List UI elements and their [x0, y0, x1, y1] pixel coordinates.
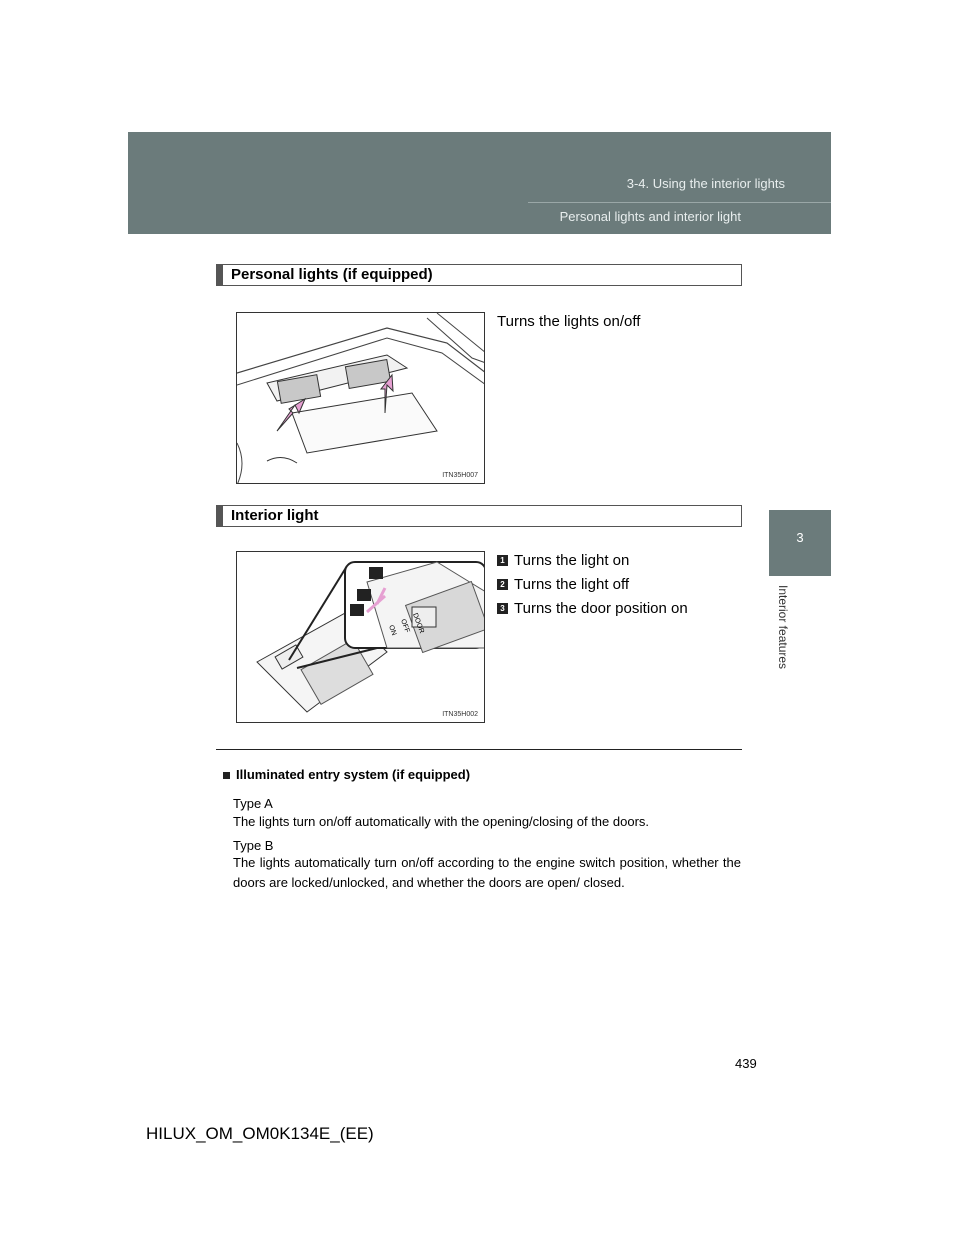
type-b-text: The lights automatically turn on/off according to the engine switch position, whether the doors are locked/unlocked, and whether the doors are open/ closed.: [233, 855, 741, 890]
personal-lights-title: Personal lights (if equipped): [231, 266, 433, 283]
note-title: [223, 767, 470, 782]
interior-light-title: Interior light: [231, 507, 319, 524]
type-a-label: Type A: [233, 796, 273, 811]
legend-text: Turns the door position on: [514, 600, 688, 617]
switch-label-off: OFF: [399, 618, 411, 634]
personal-lights-heading: [216, 264, 742, 286]
type-b-label: Type B: [233, 838, 274, 853]
bullet-square-icon: [223, 772, 230, 779]
chapter-label-text: Interior features: [776, 585, 790, 670]
page-number: 439: [735, 1056, 757, 1071]
interior-light-figure: [236, 551, 485, 723]
legend-number: 3: [497, 603, 508, 614]
document-code: HILUX_OM_OM0K134E_(EE): [146, 1124, 374, 1143]
switch-label-door: DOOR: [411, 612, 425, 635]
legend-text: Turns the light off: [514, 576, 630, 593]
legend-item-2: [497, 576, 629, 593]
legend-number: 2: [497, 579, 508, 590]
switch-label-on: ON: [387, 624, 398, 637]
chapter-number: 3: [796, 530, 804, 545]
chapter-tab: [769, 510, 831, 576]
section-title: 3-4. Using the interior lights: [626, 176, 785, 191]
subsection-title: Personal lights and interior light: [559, 209, 741, 224]
type-a-text: The lights turn on/off automatically with the opening/closing of the doors.: [233, 814, 650, 829]
header-divider: [528, 202, 831, 203]
section-divider: [216, 749, 742, 750]
interior-light-illustration: [237, 552, 485, 723]
figure-code: ITN35H007: [442, 472, 478, 479]
legend-item-3: [497, 600, 688, 617]
personal-lights-illustration: [237, 313, 485, 484]
heading-accent: [217, 506, 223, 526]
legend-text: Turns the light on: [514, 552, 630, 569]
interior-light-heading: [216, 505, 742, 527]
heading-accent: [217, 265, 223, 285]
legend-item-1: [497, 552, 629, 569]
note-title-text: Illuminated entry system (if equipped): [236, 767, 471, 782]
personal-lights-figure: [236, 312, 485, 484]
legend-number: 1: [497, 555, 508, 566]
figure-code: ITN35H002: [442, 711, 478, 718]
personal-lights-description: Turns the lights on/off: [497, 313, 641, 330]
page-header: [128, 132, 831, 234]
chapter-label: [776, 585, 800, 695]
